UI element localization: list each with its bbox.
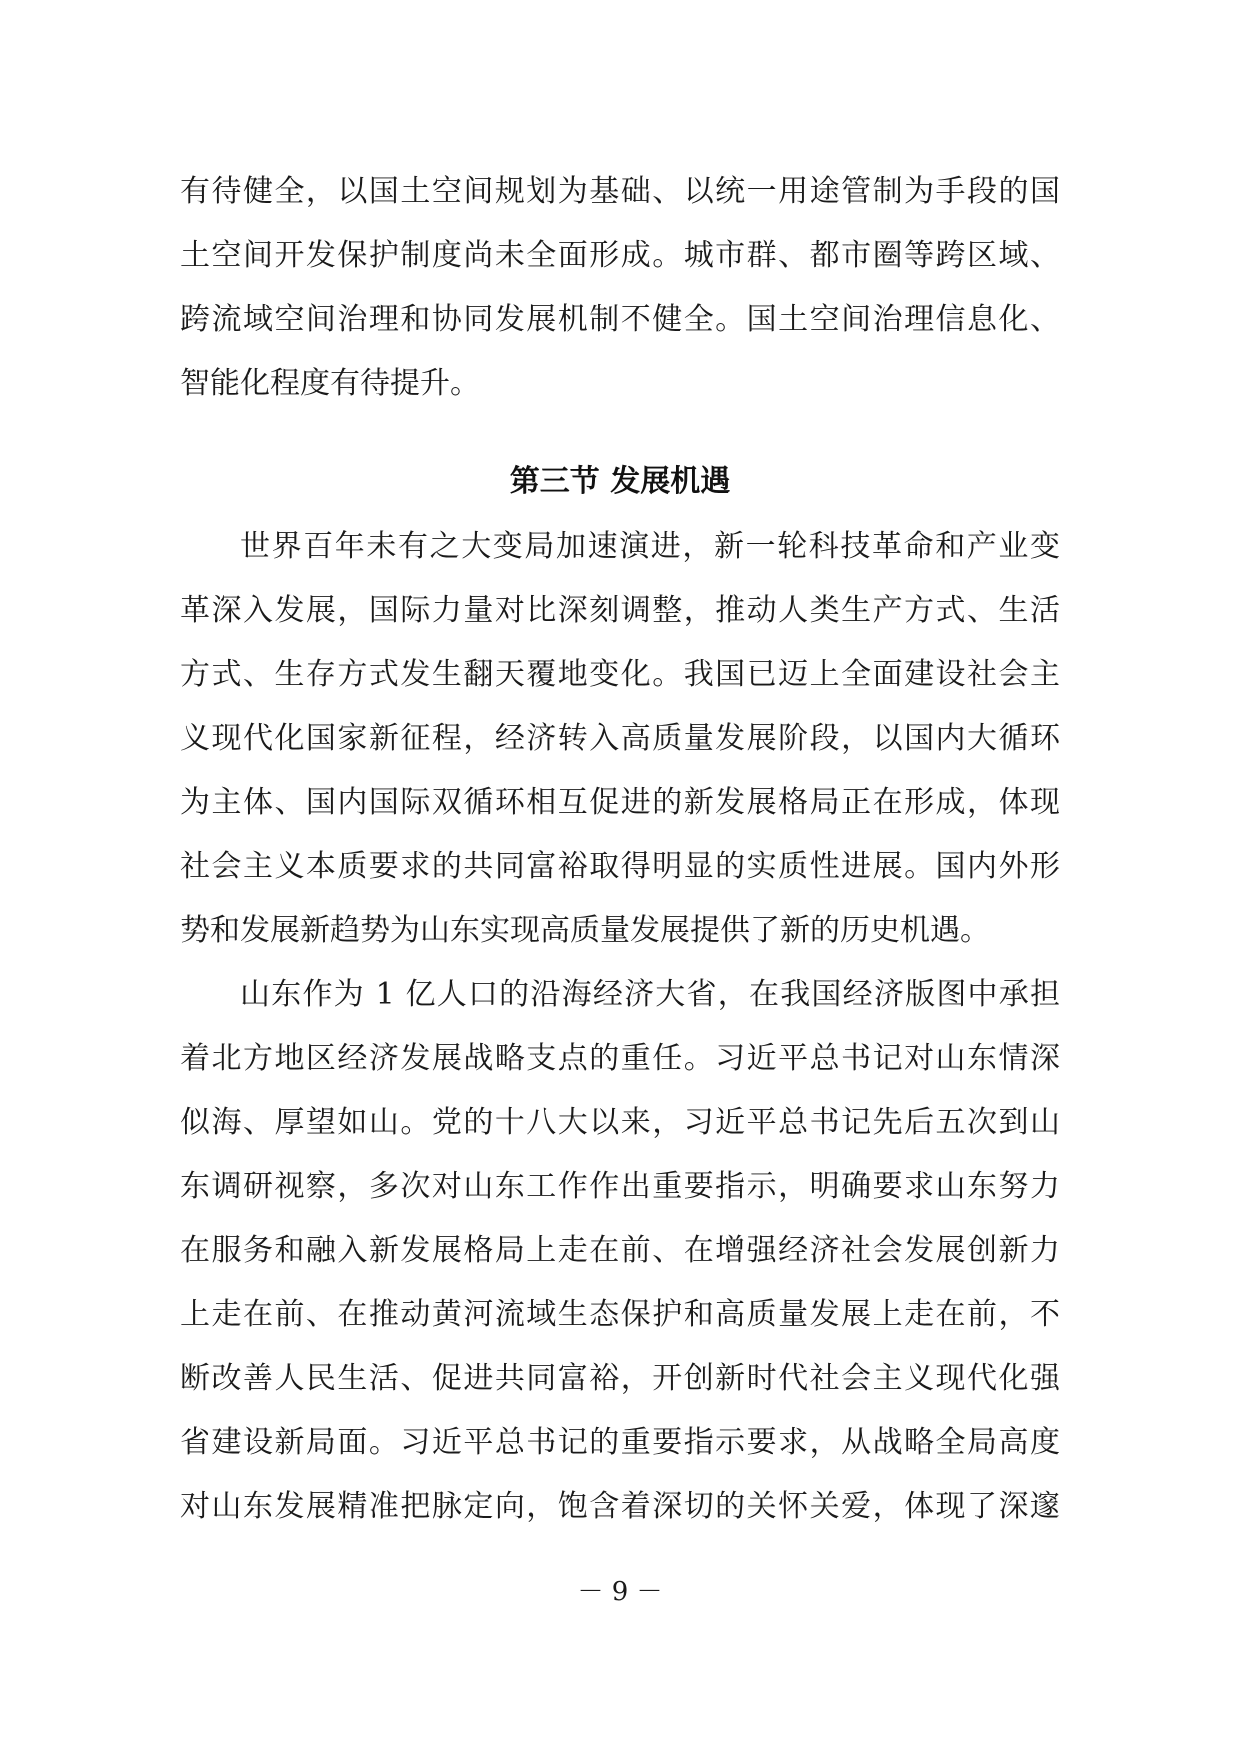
- paragraph-line: 似海、厚望如山。党的十八大以来，习近平总书记先后五次到山: [180, 1105, 1060, 1140]
- paragraph-line: 社会主义本质要求的共同富裕取得明显的实质性进展。国内外形: [180, 849, 1060, 884]
- page-number: － 9 －: [577, 1577, 663, 1607]
- paragraph-line: 省建设新局面。习近平总书记的重要指示要求，从战略全局高度: [180, 1425, 1060, 1460]
- paragraph-line: 在服务和融入新发展格局上走在前、在增强经济社会发展创新力: [180, 1233, 1060, 1268]
- body-line: 有待健全，以国土空间规划为基础、以统一用途管制为手段的国: [180, 174, 1060, 209]
- paragraph-line: 势和发展新趋势为山东实现高质量发展提供了新的历史机遇。: [180, 913, 990, 948]
- paragraph-line: 断改善人民生活、促进共同富裕，开创新时代社会主义现代化强: [180, 1361, 1060, 1396]
- paragraph-line: 方式、生存方式发生翻天覆地变化。我国已迈上全面建设社会主: [180, 657, 1060, 692]
- paragraph-line: 世界百年未有之大变局加速演进，新一轮科技革命和产业变: [240, 529, 1060, 564]
- paragraph-line: 义现代化国家新征程，经济转入高质量发展阶段，以国内大循环: [180, 721, 1060, 756]
- paragraph-line: 山东作为 1 亿人口的沿海经济大省，在我国经济版图中承担: [240, 977, 1060, 1012]
- section-heading: 第三节 发展机遇: [509, 464, 731, 499]
- paragraph-line: 东调研视察，多次对山东工作作出重要指示，明确要求山东努力: [180, 1169, 1060, 1204]
- paragraph-line: 为主体、国内国际双循环相互促进的新发展格局正在形成，体现: [180, 785, 1060, 820]
- paragraph-line: 上走在前、在推动黄河流域生态保护和高质量发展上走在前，不: [180, 1297, 1060, 1332]
- paragraph-line: 对山东发展精准把脉定向，饱含着深切的关怀关爱，体现了深邃: [180, 1489, 1060, 1524]
- body-line: 跨流域空间治理和协同发展机制不健全。国土空间治理信息化、: [180, 302, 1060, 337]
- body-line: 土空间开发保护制度尚未全面形成。城市群、都市圈等跨区域、: [180, 238, 1060, 273]
- paragraph-line: 着北方地区经济发展战略支点的重任。习近平总书记对山东情深: [180, 1041, 1060, 1076]
- paragraph-line: 革深入发展，国际力量对比深刻调整，推动人类生产方式、生活: [180, 593, 1060, 628]
- body-line: 智能化程度有待提升。: [180, 366, 480, 401]
